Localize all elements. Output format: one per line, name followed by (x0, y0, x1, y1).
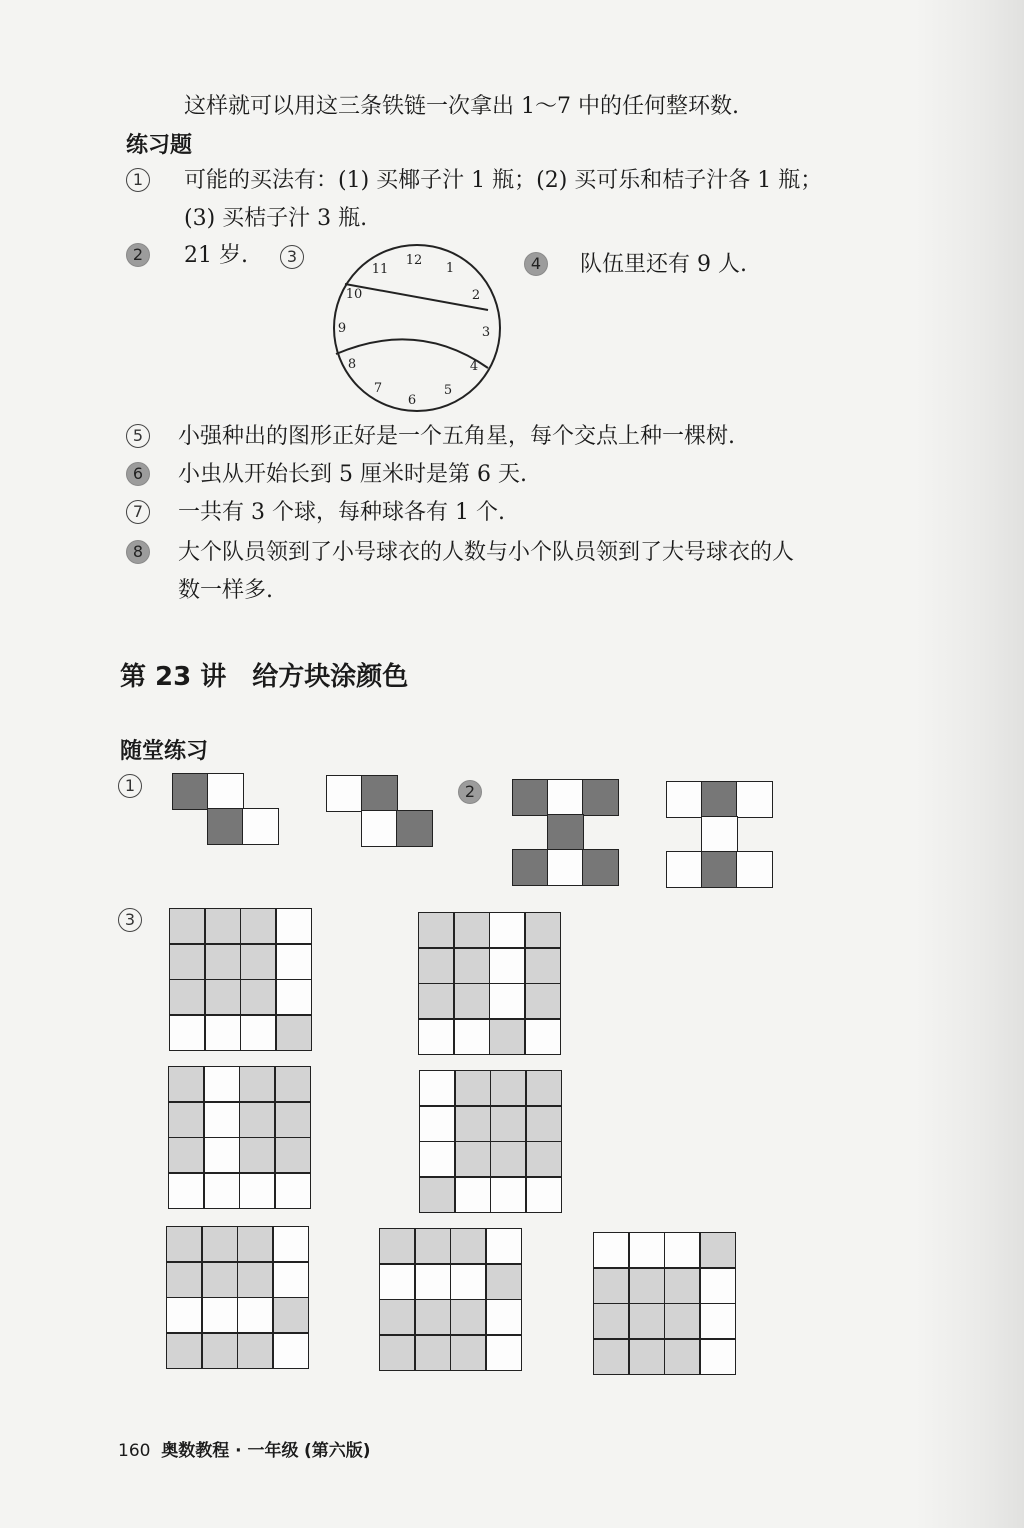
shaded-cell (416, 1229, 450, 1263)
shaded-cell (396, 810, 433, 847)
shaded-cell (206, 945, 240, 979)
shaded-cell (240, 1138, 274, 1172)
clock-num-2: 2 (471, 288, 481, 303)
shaded-cell (238, 1334, 272, 1368)
clock-num-9: 9 (337, 321, 347, 336)
empty-space (582, 814, 619, 851)
coloring-grid-4 (419, 1070, 562, 1213)
clock-num-10: 10 (345, 287, 363, 302)
shaded-cell (419, 913, 453, 947)
clock-num-5: 5 (443, 383, 453, 398)
shaded-cell (490, 1020, 524, 1054)
blank-cell (274, 1227, 308, 1261)
shaded-cell (456, 1071, 490, 1105)
blank-cell (420, 1107, 454, 1141)
shaded-cell (238, 1263, 272, 1297)
blank-cell (701, 816, 738, 853)
blank-cell (666, 851, 703, 888)
shaded-cell (547, 814, 584, 851)
answer-shape-1a (173, 774, 278, 844)
shaded-cell (170, 980, 204, 1014)
shaded-cell (240, 1103, 274, 1137)
clock-chord-lower (336, 339, 488, 368)
shaded-cell (630, 1269, 664, 1303)
coloring-grid-7 (593, 1232, 736, 1375)
blank-cell (594, 1233, 628, 1267)
shaded-cell (630, 1304, 664, 1338)
blank-cell (277, 909, 311, 943)
question-number-5: 5 (126, 424, 150, 448)
shaded-cell (582, 849, 619, 886)
shaded-cell (167, 1227, 201, 1261)
shaded-cell (526, 949, 560, 983)
shaded-cell (701, 851, 738, 888)
blank-cell (361, 810, 398, 847)
shaded-cell (420, 1178, 454, 1212)
blank-cell (207, 773, 244, 810)
blank-cell (276, 1174, 310, 1208)
clock-num-1: 1 (445, 261, 455, 276)
blank-cell (701, 1304, 735, 1338)
lecture-title: 第 23 讲 给方块涂颜色 (120, 662, 409, 692)
blank-cell (170, 1016, 204, 1050)
shaded-cell (491, 1142, 525, 1176)
blank-cell (701, 1269, 735, 1303)
shaded-cell (527, 1107, 561, 1141)
clock-diagram (328, 244, 508, 414)
shaded-cell (203, 1263, 237, 1297)
answer-shape-2a (513, 780, 618, 885)
shaded-cell (455, 984, 489, 1018)
clock-num-6: 6 (407, 393, 417, 408)
shaded-cell (203, 1334, 237, 1368)
clock-chord-upper (345, 284, 488, 310)
empty-space (326, 810, 363, 847)
shaded-cell (455, 949, 489, 983)
question-number-1: 1 (126, 168, 150, 192)
shaded-cell (416, 1300, 450, 1334)
shaded-cell (455, 913, 489, 947)
empty-space (396, 775, 433, 812)
shaded-cell (456, 1142, 490, 1176)
blank-cell (416, 1265, 450, 1299)
blank-cell (490, 984, 524, 1018)
book-title: 奥数教程 · 一年级 (161, 1441, 299, 1461)
blank-cell (277, 980, 311, 1014)
shaded-cell (240, 1067, 274, 1101)
blank-cell (526, 1020, 560, 1054)
blank-cell (666, 781, 703, 818)
shaded-cell (380, 1300, 414, 1334)
practice-number-1: 1 (118, 774, 142, 798)
shaded-cell (238, 1227, 272, 1261)
shaded-cell (241, 980, 275, 1014)
blank-cell (277, 945, 311, 979)
blank-cell (169, 1174, 203, 1208)
question-number-4: 4 (524, 252, 548, 276)
shaded-cell (276, 1138, 310, 1172)
blank-cell (547, 849, 584, 886)
question-number-7: 7 (126, 500, 150, 524)
intro-line: 这样就可以用这三条铁链一次拿出 1～7 中的任何整环数. (184, 94, 739, 119)
shaded-cell (526, 984, 560, 1018)
shaded-cell (170, 909, 204, 943)
clock-num-8: 8 (347, 357, 357, 372)
blank-cell (240, 1174, 274, 1208)
blank-cell (736, 781, 773, 818)
shaded-cell (277, 1016, 311, 1050)
q2-answer: 21 岁. (184, 243, 248, 268)
shaded-cell (380, 1229, 414, 1263)
page-shadow (914, 0, 1024, 1528)
shaded-cell (594, 1340, 628, 1374)
coloring-grid-2 (418, 912, 561, 1055)
q8-line-1: 大个队员领到了小号球衣的人数与小个队员领到了大号球衣的人 (178, 540, 795, 565)
q1-line-1: 可能的买法有：(1) 买椰子汁 1 瓶；(2) 买可乐和桔子汁各 1 瓶； (184, 168, 823, 193)
blank-cell (205, 1067, 239, 1101)
shaded-cell (527, 1071, 561, 1105)
shaded-cell (451, 1336, 485, 1370)
blank-cell (701, 1340, 735, 1374)
shaded-cell (594, 1304, 628, 1338)
practice-number-3: 3 (118, 908, 142, 932)
shaded-cell (451, 1300, 485, 1334)
blank-cell (527, 1178, 561, 1212)
clock-num-11: 11 (371, 262, 389, 277)
shaded-cell (419, 949, 453, 983)
blank-cell (487, 1300, 521, 1334)
shaded-cell (206, 980, 240, 1014)
blank-cell (205, 1138, 239, 1172)
coloring-grid-5 (166, 1226, 309, 1369)
shaded-cell (665, 1269, 699, 1303)
q6-answer: 小虫从开始长到 5 厘米时是第 6 天. (178, 462, 527, 487)
blank-cell (487, 1336, 521, 1370)
blank-cell (203, 1298, 237, 1332)
shaded-cell (207, 808, 244, 845)
shaded-cell (630, 1340, 664, 1374)
coloring-grid-1 (169, 908, 312, 1051)
practice-heading: 随堂练习 (120, 739, 209, 764)
blank-cell (380, 1265, 414, 1299)
shaded-cell (416, 1336, 450, 1370)
blank-cell (241, 1016, 275, 1050)
blank-cell (736, 851, 773, 888)
shaded-cell (172, 773, 209, 810)
shaded-cell (167, 1263, 201, 1297)
blank-cell (547, 779, 584, 816)
blank-cell (205, 1103, 239, 1137)
blank-cell (487, 1229, 521, 1263)
blank-cell (455, 1020, 489, 1054)
page-footer (118, 1436, 371, 1461)
shaded-cell (512, 849, 549, 886)
blank-cell (419, 1020, 453, 1054)
empty-space (172, 808, 209, 845)
shaded-cell (451, 1229, 485, 1263)
empty-space (736, 816, 773, 853)
page-number: 160 (118, 1441, 151, 1461)
shaded-cell (491, 1107, 525, 1141)
blank-cell (205, 1174, 239, 1208)
coloring-grid-3 (168, 1066, 311, 1209)
answer-shape-2b (667, 782, 772, 887)
shaded-cell (274, 1298, 308, 1332)
shaded-cell (241, 945, 275, 979)
q1-line-2: (3) 买桔子汁 3 瓶. (184, 206, 368, 231)
shaded-cell (169, 1103, 203, 1137)
clock-num-12: 12 (405, 253, 423, 268)
blank-cell (326, 775, 363, 812)
shaded-cell (361, 775, 398, 812)
blank-cell (167, 1298, 201, 1332)
shaded-cell (491, 1071, 525, 1105)
answer-shape-1b (327, 776, 432, 846)
clock-num-7: 7 (373, 381, 383, 396)
q4-answer: 队伍里还有 9 人. (580, 252, 747, 277)
blank-cell (420, 1142, 454, 1176)
blank-cell (238, 1298, 272, 1332)
shaded-cell (170, 945, 204, 979)
blank-cell (420, 1071, 454, 1105)
blank-cell (491, 1178, 525, 1212)
question-number-8: 8 (126, 540, 150, 564)
shaded-cell (527, 1142, 561, 1176)
blank-cell (274, 1263, 308, 1297)
blank-cell (206, 1016, 240, 1050)
shaded-cell (665, 1304, 699, 1338)
shaded-cell (276, 1103, 310, 1137)
shaded-cell (582, 779, 619, 816)
shaded-cell (380, 1336, 414, 1370)
empty-space (666, 816, 703, 853)
empty-space (242, 773, 279, 810)
shaded-cell (276, 1067, 310, 1101)
coloring-grid-6 (379, 1228, 522, 1371)
shaded-cell (487, 1265, 521, 1299)
shaded-cell (701, 781, 738, 818)
blank-cell (490, 913, 524, 947)
shaded-cell (206, 909, 240, 943)
empty-space (512, 814, 549, 851)
clock-num-3: 3 (481, 325, 491, 340)
exercises-heading: 练习题 (126, 133, 193, 158)
blank-cell (490, 949, 524, 983)
shaded-cell (526, 913, 560, 947)
clock-num-4: 4 (469, 359, 479, 374)
blank-cell (630, 1233, 664, 1267)
question-number-6: 6 (126, 462, 150, 486)
shaded-cell (456, 1107, 490, 1141)
shaded-cell (665, 1340, 699, 1374)
shaded-cell (512, 779, 549, 816)
q5-answer: 小强种出的图形正好是一个五角星，每个交点上种一棵树. (178, 424, 735, 449)
question-number-2: 2 (126, 243, 150, 267)
practice-number-2: 2 (458, 780, 482, 804)
shaded-cell (169, 1138, 203, 1172)
question-number-3: 3 (280, 245, 304, 269)
q8-line-2: 数一样多. (178, 578, 273, 603)
shaded-cell (594, 1269, 628, 1303)
blank-cell (665, 1233, 699, 1267)
blank-cell (456, 1178, 490, 1212)
shaded-cell (203, 1227, 237, 1261)
blank-cell (274, 1334, 308, 1368)
q7-answer: 一共有 3 个球，每种球各有 1 个. (178, 500, 505, 525)
blank-cell (451, 1265, 485, 1299)
shaded-cell (167, 1334, 201, 1368)
shaded-cell (169, 1067, 203, 1101)
book-edition: (第六版) (303, 1441, 371, 1461)
shaded-cell (701, 1233, 735, 1267)
shaded-cell (419, 984, 453, 1018)
blank-cell (242, 808, 279, 845)
shaded-cell (241, 909, 275, 943)
